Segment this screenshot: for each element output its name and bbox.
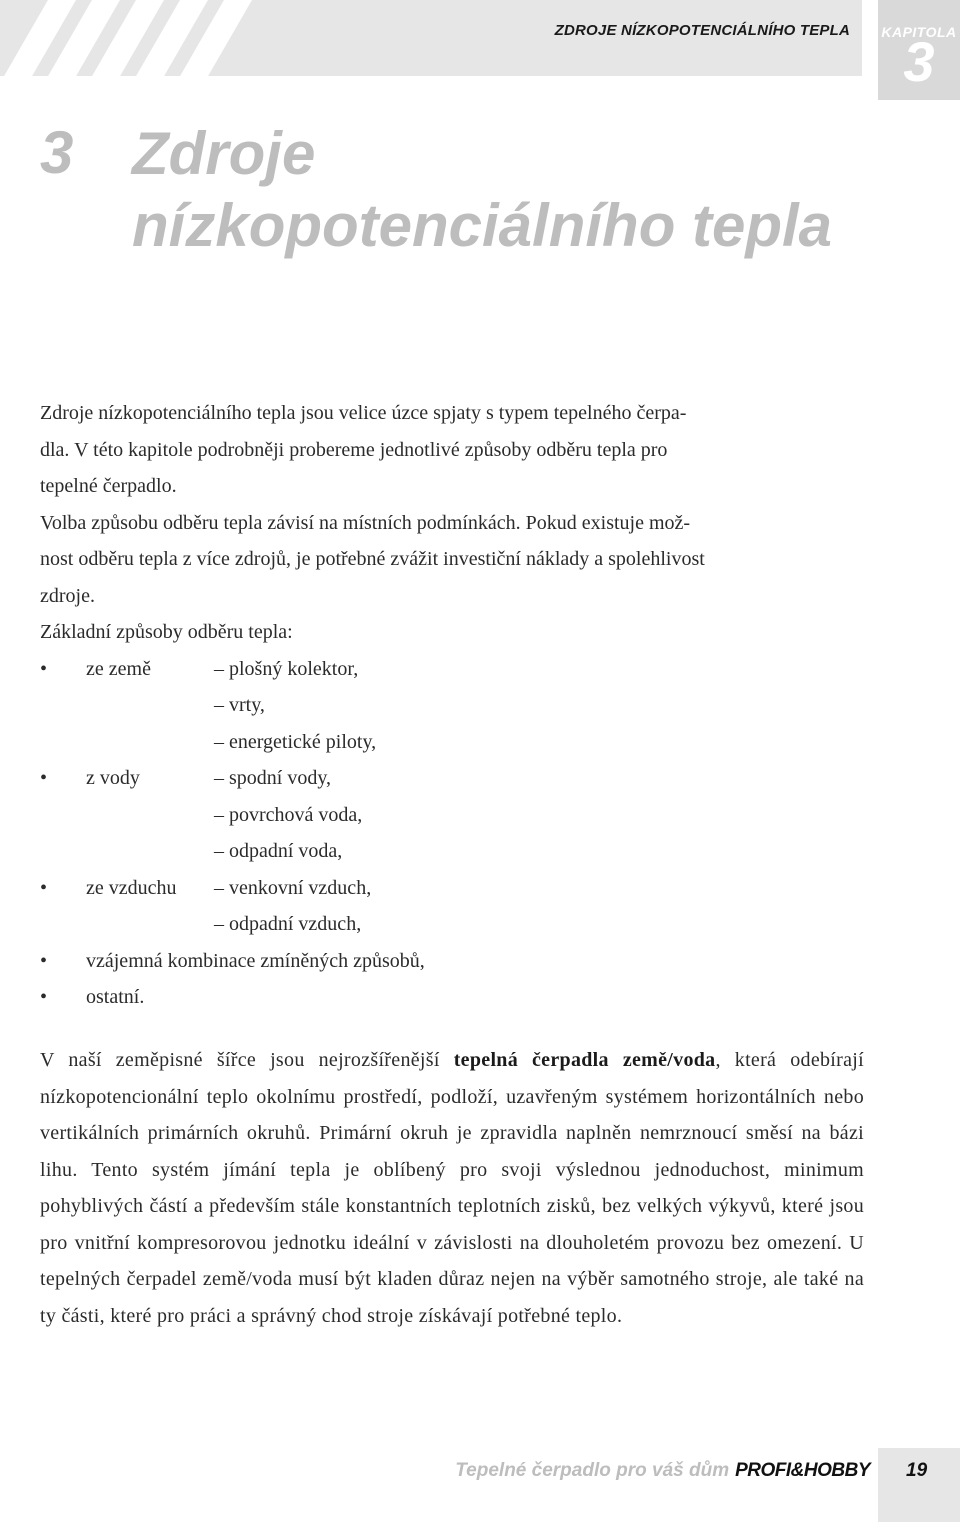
page-number-box — [878, 1448, 960, 1522]
list-item — [40, 870, 866, 907]
footer-title — [455, 1460, 870, 1482]
list-subitem: – venkovní vzduch, — [214, 876, 372, 899]
intro-section — [40, 395, 866, 1016]
paragraph-text: V naší zeměpisné šířce jsou nejrozšířenější — [40, 1049, 454, 1071]
paragraph-text: , která odebírají nízkopotencionální teplo okolnímu prostředí, podloží, uzavřeným systémem horizontálních nebo vertikálních primárních okruhů. Primární okruh je zpravidla naplněn nemrznoucí směsí na bázi lihu. Tento systém jímání tepla je oblíbený pro svoji výslednou jednoduchost, minimum pohyblivých částí a především stále konstantních teplotních zisků, bez velkých výkyvů, které jsou pro vnitřní kompresorovou jednotku ideální v závislosti na dlouholetém provozu bez omezení. U tepelných čerpadel země/voda musí být kladen důraz nejen na výběr samotného stroje, ale také na ty části, které pro práci a správný chod stroje získávají potřebné teplo. — [40, 1049, 864, 1327]
bullet: • — [40, 876, 48, 899]
list-subitem: – vrty, — [214, 694, 265, 716]
running-head: ZDROJE NÍZKOPOTENCIÁLNÍHO TEPLA — [554, 22, 850, 39]
title-line-1: Zdroje — [132, 120, 316, 187]
chapter-label: KAPITOLA — [881, 24, 957, 40]
chapter-number: 3 — [903, 30, 935, 93]
bullet: • — [40, 949, 48, 972]
intro-line: nost odběru tepla z více zdrojů, je potřebné zvážit investiční náklady a spolehlivost — [40, 548, 705, 570]
emphasis-text: tepelná čerpadla země/voda — [453, 1049, 716, 1071]
list-item — [40, 760, 866, 797]
list-item — [40, 833, 866, 870]
header-band — [0, 0, 862, 76]
list-item — [40, 687, 866, 724]
publication-title: Tepelné čerpadlo pro váš dům — [455, 1460, 730, 1481]
list-category: vzájemná kombinace zmíněných způsobů, — [86, 949, 425, 972]
intro-line: tepelné čerpadlo. — [40, 475, 177, 497]
list-subitem: – odpadní vzduch, — [214, 913, 362, 935]
page-title — [132, 118, 932, 262]
bullet: • — [40, 767, 48, 789]
intro-line: dla. V této kapitole podrobněji probereme jednotlivé způsoby odběru tepla pro — [40, 438, 668, 461]
title-number: 3 — [40, 119, 74, 186]
list-item — [40, 651, 866, 688]
intro-line: Základní způsoby odběru tepla: — [40, 621, 293, 643]
intro-line: Zdroje nízkopotenciálního tepla jsou velice úzce spjaty s typem tepelného čerpa- — [40, 402, 687, 424]
page-number: 19 — [906, 1460, 928, 1481]
body-paragraph — [40, 1042, 864, 1334]
list-item — [40, 797, 866, 834]
footer — [0, 1448, 878, 1494]
list-subitem: – plošný kolektor, — [214, 657, 359, 680]
brand-logo: PROFI&HOBBY — [735, 1460, 870, 1481]
bullet: • — [40, 657, 48, 680]
title-line-2: nízkopotenciálního tepla — [132, 192, 833, 259]
list-item — [40, 906, 866, 943]
list-item — [40, 979, 866, 1016]
chapter-box — [878, 0, 960, 100]
intro-line: zdroje. — [40, 584, 95, 607]
list-subitem: – povrchová voda, — [214, 803, 363, 826]
list-category: ze země — [86, 657, 151, 680]
list-subitem: – odpadní voda, — [214, 840, 343, 862]
list-category: ze vzduchu — [86, 876, 177, 899]
list-item — [40, 724, 866, 761]
list-item — [40, 943, 866, 980]
bullet: • — [40, 986, 48, 1008]
list-category: ostatní. — [86, 986, 145, 1008]
list-category: z vody — [86, 767, 140, 789]
heat-source-list — [40, 651, 866, 1016]
list-subitem: – energetické piloty, — [214, 730, 377, 753]
list-subitem: – spodní vody, — [214, 767, 332, 789]
intro-line: Volba způsobu odběru tepla závisí na místních podmínkách. Pokud existuje mož- — [40, 511, 691, 534]
